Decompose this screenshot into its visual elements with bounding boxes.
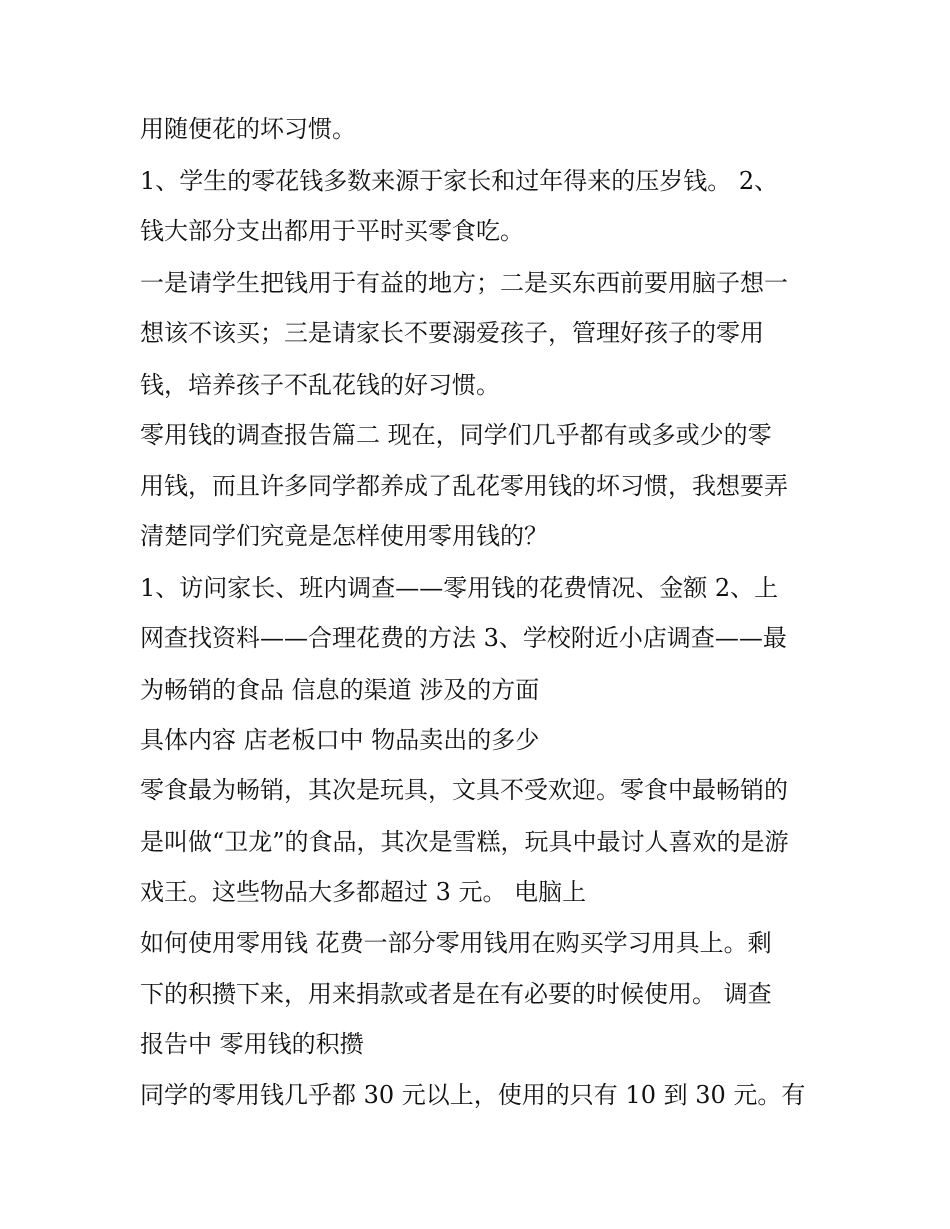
text-line: 钱，培养孩子不乱花钱的好习惯。 [140, 371, 500, 399]
text-line: 网查找资料——合理花费的方法 3、学校附近小店调查——最 [140, 624, 787, 652]
text-line: 1、学生的零花钱多数来源于家长和过年得来的压岁钱。 2、 [140, 167, 779, 195]
text-line: 一是请学生把钱用于有益的地方；二是买东西前要用脑子想一 [140, 269, 788, 297]
text-line: 具体内容 店老板口中 物品卖出的多少 [140, 726, 540, 754]
text-line: 下的积攒下来，用来捐款或者是在有必要的时候使用。 调查 [140, 980, 772, 1008]
text-line: 同学的零用钱几乎都 30 元以上，使用的只有 10 到 30 元。有 [140, 1081, 806, 1109]
text-line: 想该不该买；三是请家长不要溺爱孩子，管理好孩子的零用 [140, 319, 764, 347]
text-line: 为畅销的食品 信息的渠道 涉及的方面 [140, 676, 540, 704]
text-line: 如何使用零用钱 花费一部分零用钱用在购买学习用具上。剩 [140, 929, 772, 957]
text-line: 用随便花的坏习惯。 [140, 115, 356, 143]
text-line: 零食最为畅销，其次是玩具，文具不受欢迎。零食中最畅销的 [140, 776, 788, 804]
text-line: 清楚同学们究竟是怎样使用零用钱的？ [140, 522, 548, 550]
text-line: 用钱，而且许多同学都养成了乱花零用钱的坏习惯，我想要弄 [140, 472, 788, 500]
text-line: 戏王。这些物品大多都超过 3 元。 电脑上 [140, 878, 587, 906]
text-line: 钱大部分支出都用于平时买零食吃。 [140, 217, 524, 245]
text-line: 是叫做“卫龙”的食品，其次是雪糕，玩具中最讨人喜欢的是游 [140, 828, 789, 856]
text-line: 1、访问家长、班内调查——零用钱的花费情况、金额 2、上 [140, 574, 779, 602]
text-line: 报告中 零用钱的积攒 [140, 1030, 364, 1058]
text-line: 零用钱的调查报告篇二 现在，同学们几乎都有或多或少的零 [140, 421, 772, 449]
